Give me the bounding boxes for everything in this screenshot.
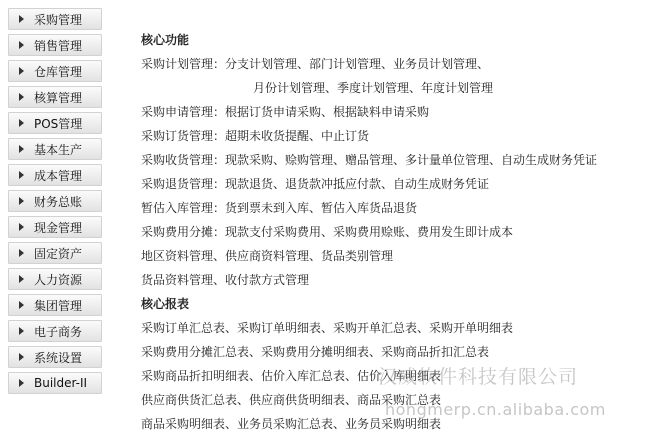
sidebar-item-warehouse[interactable]: [8, 60, 102, 82]
report-line: 采购费用分摊汇总表、采购费用分摊明细表、采购商品折扣汇总表: [141, 345, 490, 359]
function-line: 采购申请管理：根据订货申请采购、根据缺料申请采购: [141, 105, 430, 119]
arrow-right-icon: [19, 67, 24, 75]
sidebar-item-label: 现金管理: [34, 220, 83, 235]
sidebar-item-label: 固定资产: [34, 246, 83, 261]
function-line: 月份计划管理、季度计划管理、年度计划管理: [253, 81, 494, 95]
arrow-right-icon: [19, 145, 24, 153]
arrow-right-icon: [19, 301, 24, 309]
function-line: 采购费用分摊：现款支付采购费用、采购费用赊账、费用发生即计成本: [141, 225, 514, 239]
sidebar-item-label: 基本生产: [34, 142, 83, 157]
function-line: 采购计划管理：分支计划管理、部门计划管理、业务员计划管理、: [141, 57, 490, 71]
sidebar-item-label: 系统设置: [34, 350, 83, 365]
function-line: 货品资料管理、收付款方式管理: [141, 273, 310, 287]
arrow-right-icon: [19, 275, 24, 283]
watermark-company: 汉威软件科技有限公司: [378, 366, 579, 388]
arrow-right-icon: [19, 327, 24, 335]
arrow-right-icon: [19, 93, 24, 101]
core-functions-heading: 核心功能: [141, 33, 190, 47]
arrow-right-icon: [19, 41, 24, 49]
sidebar-item-label: 仓库管理: [34, 64, 83, 79]
sidebar-item-group[interactable]: [8, 294, 102, 316]
sidebar-item-production[interactable]: [8, 138, 102, 160]
sidebar-item-ecommerce[interactable]: [8, 320, 102, 342]
sidebar-item-builder[interactable]: [8, 372, 102, 394]
sidebar-menu: [8, 8, 102, 398]
function-line: 地区资料管理、供应商资料管理、货品类别管理: [141, 249, 394, 263]
arrow-right-icon: [19, 119, 24, 127]
sidebar-item-label: POS管理: [34, 116, 83, 131]
report-line: 商品采购明细表、业务员采购汇总表、业务员采购明细表: [141, 417, 442, 431]
sidebar-item-cost[interactable]: [8, 164, 102, 186]
sidebar-item-label: 采购管理: [34, 12, 83, 27]
report-line: 采购订单汇总表、采购订单明细表、采购开单汇总表、采购开单明细表: [141, 321, 514, 335]
sidebar-item-ledger[interactable]: [8, 190, 102, 212]
function-line: 采购收货管理：现款采购、赊购管理、赠品管理、多计量单位管理、自动生成财务凭证: [141, 153, 598, 167]
sidebar-item-label: 集团管理: [34, 298, 83, 313]
function-line: 暂估入库管理：货到票未到入库、暂估入库货品退货: [141, 201, 418, 215]
sidebar-item-label: Builder-II: [34, 376, 88, 390]
arrow-right-icon: [19, 353, 24, 361]
sidebar-item-label: 人力资源: [34, 272, 83, 287]
function-line: 采购订货管理：超期未收货提醒、中止订货: [141, 129, 370, 143]
sidebar-item-purchase[interactable]: [8, 8, 102, 30]
function-line: 采购退货管理：现款退货、退货款冲抵应付款、自动生成财务凭证: [141, 177, 490, 191]
watermark-url: hongmerp.cn.alibaba.com: [385, 400, 606, 419]
arrow-right-icon: [19, 171, 24, 179]
sidebar-item-cash[interactable]: [8, 216, 102, 238]
arrow-right-icon: [19, 379, 24, 387]
core-reports-heading: 核心报表: [141, 297, 190, 311]
sidebar-item-label: 销售管理: [34, 38, 83, 53]
arrow-right-icon: [19, 197, 24, 205]
arrow-right-icon: [19, 223, 24, 231]
sidebar-item-sales[interactable]: [8, 34, 102, 56]
sidebar-item-accounting[interactable]: [8, 86, 102, 108]
sidebar-item-label: 财务总账: [34, 194, 83, 209]
sidebar-item-label: 核算管理: [34, 90, 83, 105]
arrow-right-icon: [19, 249, 24, 257]
sidebar-item-fixed-assets[interactable]: [8, 242, 102, 264]
sidebar-item-label: 电子商务: [34, 324, 83, 339]
arrow-right-icon: [19, 15, 24, 23]
sidebar-item-hr[interactable]: [8, 268, 102, 290]
sidebar-item-pos[interactable]: [8, 112, 102, 134]
report-line: 供应商供货汇总表、供应商供货明细表、商品采购汇总表: [141, 393, 442, 407]
sidebar-item-label: 成本管理: [34, 168, 83, 183]
sidebar-item-settings[interactable]: [8, 346, 102, 368]
report-line: 采购商品折扣明细表、估价入库汇总表、估价入库明细表: [141, 369, 442, 383]
